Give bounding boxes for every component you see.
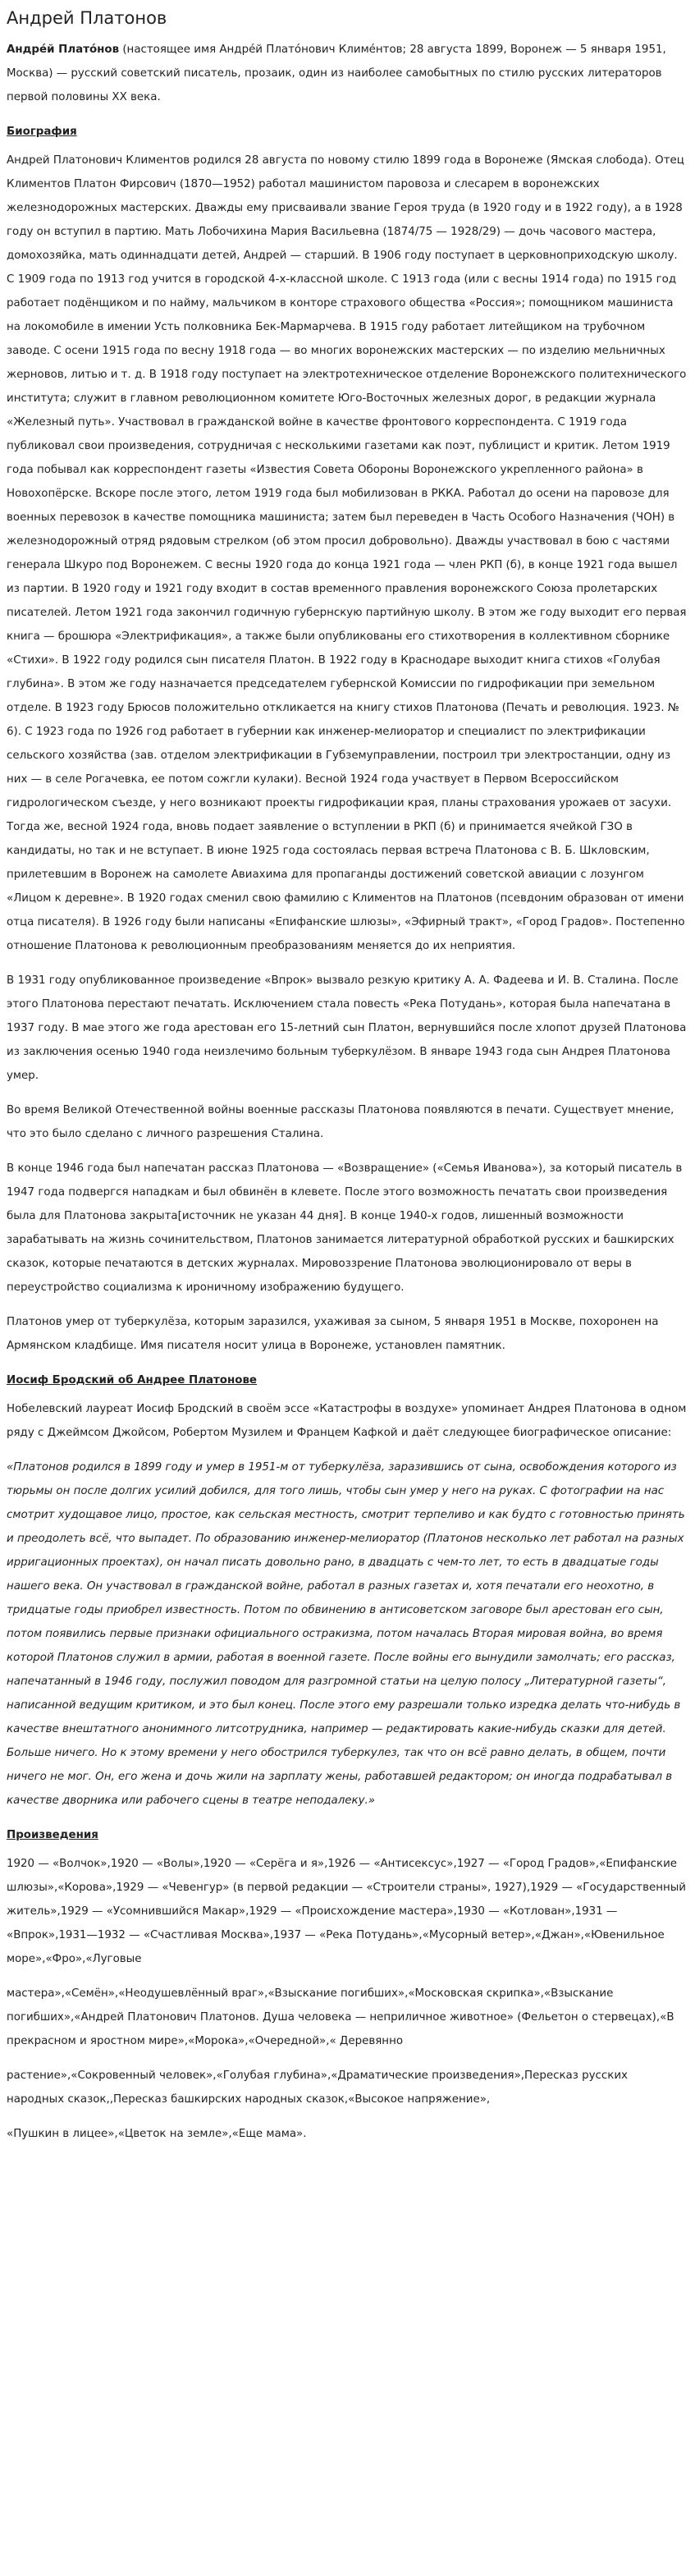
biography-paragraph-2: В 1931 году опубликованное произведение «Впрок» вызвало резкую критику А. А. Фадеева и И. В. Сталина. После этого Платонова перестают печатать. Исключением стала повесть «Река Потудань», которая была напечатана в 1937 году. В мае этого же года арестован его 15-летний сын Платон, вернувшийся после хлопот друзей Платонова из заключения осенью 1940 года неизлечимо больным туберкулёзом. В январе 1943 года сын Андрея Платонова умер.: [7, 974, 687, 1082]
biography-paragraph-1: Андрей Платонович Климентов родился 28 августа по новому стилю 1899 года в Воронеже (Ямская слобода). Отец Климентов Платон Фирсович (1870—1952) работал машинистом паровоза и слесарем в воронежских железнодорожных мастерских. Дважды ему присваивали звание Героя труда (в 1920 году и в 1922 году), а в 1928 году он вступил в партию. Мать Лобочихина Мария Васильевна (1874/75 — 1928/29) — дочь часового мастера, домохозяйка, мать одиннадцати детей, Андрей — старший. В 1906 году поступает в церковноприходскую школу. С 1909 года по 1913 год учится в городской 4-х-классной школе. С 1913 года (или с весны 1914 года) по 1915 год работает подёнщиком и по найму, мальчиком в конторе страхового общества «Россия»; помощником машиниста на локомобиле в имении Усть полковника Бек-Мармарчева. В 1915 году работает литейщиком на трубочном заводе. С осени 1915 года по весну 1918 года — во многих воронежских мастерских — по изделию мельничных жерновов, литью и т. д. В 1918 году поступает на электротехническое отделение Воронежского политехнического института; служит в главном революционном комитете Юго-Восточных железных дорог, в редакции журнала «Железный путь». Участвовал в гражданской войне в качестве фронтового корреспондента. С 1919 года публиковал свои произведения, сотрудничая с несколькими газетами как поэт, публицист и критик. Летом 1919 года побывал как корреспондент газеты «Известия Совета Обороны Воронежского укрепленного района» в Новохопёрске. Вскоре после этого, летом 1919 года был мобилизован в РККА. Работал до осени на паровозе для военных перевозок в качестве помощника машиниста; затем был переведен в Часть Особого Назначения (ЧОН) в железнодорожный отряд рядовым стрелком (об этом просил добровольно). Дважды участвовал в бою с частями генерала Шкуро под Воронежем. С весны 1920 года до конца 1921 года — член РКП (б), в конце 1921 года вышел из партии. В 1920 году и 1921 году входит в состав временного правления воронежского Союза пролетарских писателей. Летом 1921 года закончил годичную губернскую партийную школу. В этом же году выходит его первая книга — брошюра «Электрификация», а также были опубликованы его стихотворения в коллективном сборнике «Стихи». В 1922 году родился сын писателя Платон. В 1922 году в Краснодаре выходит книга стихов «Голубая глубина». В этом же году назначается председателем губернской Комиссии по гидрофикации при земельном отделе. В 1923 году Брюсов положительно откликается на книгу стихов Платонова (Печать и революция. 1923. № 6). С 1923 года по 1926 год работает в губернии как инженер-мелиоратор и специалист по электрификации сельского хозяйства (зав. отделом электрификации в Губземуправлении, построил три электростанции, одну из них — в селе Рогачевка, ее потом сожгли кулаки). Весной 1924 года участвует в Первом Всероссийском гидрологическом съезде, у него возникают проекты гидрофикации края, планы страхования урожаев от засухи. Тогда же, весной 1924 года, вновь подает заявление о вступлении в РКП (б) и принимается ячейкой ГЗО в кандидаты, но так и не вступает. В июне 1925 года состоялась первая встреча Платонова с В. Б. Шкловским, прилетевшим в Воронеж на самолете Авиахима для пропаганды достижений советской авиации с лозунгом «Лицом к деревне». В 1920 годах сменил свою фамилию с Климентов на Платонов (псевдоним образован от имени отца писателя). В 1926 году были написаны «Епифанские шлюзы», «Эфирный тракт», «Город Градов». Постепенно отношение Платонова к революционным преобразованиям меняется до их неприятия.: [7, 154, 687, 952]
section-heading-brodsky: Иосиф Бродский об Андрее Платонове: [7, 1374, 258, 1387]
works-paragraph-2: мастера»,«Семён»,«Неодушевлённый враг»,«Взыскание погибших»,«Московская скрипка»,«Взыскание погибших»,«Андрей Платонович Платонов. Душа человека — неприличное животное» (Фельетон о стервецах),«В прекрасном и яростном мире»,«Морока»,«Очередной»,« Деревянно: [7, 1987, 674, 2047]
works-paragraph-3: растение»,«Сокровенный человек»,«Голубая глубина»,«Драматические произведения»,Пересказ русских народных сказок,,Пересказ башкирских народных сказок,«Высокое напряжение»,: [7, 2070, 628, 2106]
section-heading-works: Произведения: [7, 1829, 98, 1841]
brodsky-intro-paragraph: Нобелевский лауреат Иосиф Бродский в своём эссе «Катастрофы в воздухе» упоминает Андрея Платонова в одном ряду с Джеймсом Джойсом, Робертом Музилем и Францем Кафкой и даёт следующее биографическое описание:: [7, 1403, 687, 1439]
biography-paragraph-5: Платонов умер от туберкулёза, которым заразился, ухаживая за сыном, 5 января 1951 в Москве, похоронен на Армянском кладбище. Имя писателя носит улица в Воронеже, установлен памятник.: [7, 1316, 659, 1352]
works-paragraph-4: «Пушкин в лицее»,«Цветок на земле»,«Еще мама».: [7, 2128, 307, 2140]
brodsky-quote: «Платонов родился в 1899 году и умер в 1951-м от туберкулёза, заразившись от сына, освобождения которого из тюрьмы он после долгих усилий добился, для того лишь, чтобы сын умер у него на руках. С фотографии на нас смотрит худощавое лицо, простое, как сельская местность, смотрит терпеливо и как будто с готовностью принять и преодолеть всё, что выпадет. По образованию инженер-мелиоратор (Платонов несколько лет работал на разных ирригационных проектах), он начал писать довольно рано, в двадцать с чем-то лет, то есть в двадцатые годы нашего века. Он участвовал в гражданской войне, работал в разных газетах и, хотя печатали его неохотно, в тридцатые годы приобрел известность. Потом по обвинению в антисоветском заговоре был арестован его сын, потом появились первые признаки официального остракизма, потом началась Вторая мировая война, во время которой Платонов служил в армии, работая в военной газете. После войны его вынудили замолчать; его рассказ, напечатанный в 1946 году, послужил поводом для разгромной статьи на целую полосу „Литературной газеты“, написанной ведущим критиком, и это был конец. После этого ему разрешали только изредка делать что-нибудь в качестве внештатного анонимного литсотрудника, например — редактировать какие-нибудь сказки для детей. Больше ничего. Но к этому времени у него обострился туберкулез, так что он всё равно делать, в общем, почти ничего не мог. Он, его жена и дочь жили на зарплату жены, работавшей редактором; он иногда подрабатывал в качестве дворника или рабочего сцены в театре неподалеку.»: [7, 1461, 685, 1807]
brodsky-section: [7, 1397, 688, 1813]
section-heading-biography: Биография: [7, 126, 77, 138]
intro-paragraph: [7, 38, 688, 109]
biography-section: [7, 149, 688, 1358]
intro-text: (настоящее имя Андре́й Плато́нович Климе́нтов; 28 августа 1899, Воронеж — 5 января 1951, Москва) — русский советский писатель, прозаик, один из наиболее самобытных по стилю русских литераторов первой половины XX века.: [7, 44, 666, 103]
intro-name: Андре́й Плато́нов: [7, 44, 120, 56]
works-section: [7, 1852, 688, 2146]
page-title: Андрей Платонов: [7, 8, 167, 28]
biography-paragraph-4: В конце 1946 года был напечатан рассказ Платонова — «Возвращение» («Семья Иванова»), за который писатель в 1947 года подвергся нападкам и был обвинён в клевете. После этого возможность печатать свои произведения была для Платонова закрыта[источник не указан 44 дня]. В конце 1940-х годов, лишенный возможности зарабатывать на жизнь сочинительством, Платонов занимается литературной обработкой русских и башкирских сказок, которые печатаются в детских журналах. Мировоззрение Платонова эволюционировало от веры в переустройство социализма к ироничному изображению будущего.: [7, 1162, 683, 1294]
works-paragraph-1: 1920 — «Волчок»,1920 — «Волы»,1920 — «Серёга и я»,1926 — «Антисексус»,1927 — «Город Градов»,«Епифанские шлюзы»,«Корова»,1929 — «Чевенгур» (в первой редакции — «Строители страны», 1927),1929 — «Государственный житель»,1929 — «Усомнившийся Макар»,1929 — «Происхождение мастера»,1930 — «Котлован»,1931 — «Впрок»,1931—1932 — «Счастливая Москва»,1937 — «Река Потудань»,«Мусорный ветер»,«Джан»,«Ювенильное море»,«Фро»,«Луговые: [7, 1858, 686, 1965]
biography-paragraph-3: Во время Великой Отечественной войны военные рассказы Платонова появляются в печати. Существует мнение, что это было сделано с личного разрешения Сталина.: [7, 1104, 674, 1140]
